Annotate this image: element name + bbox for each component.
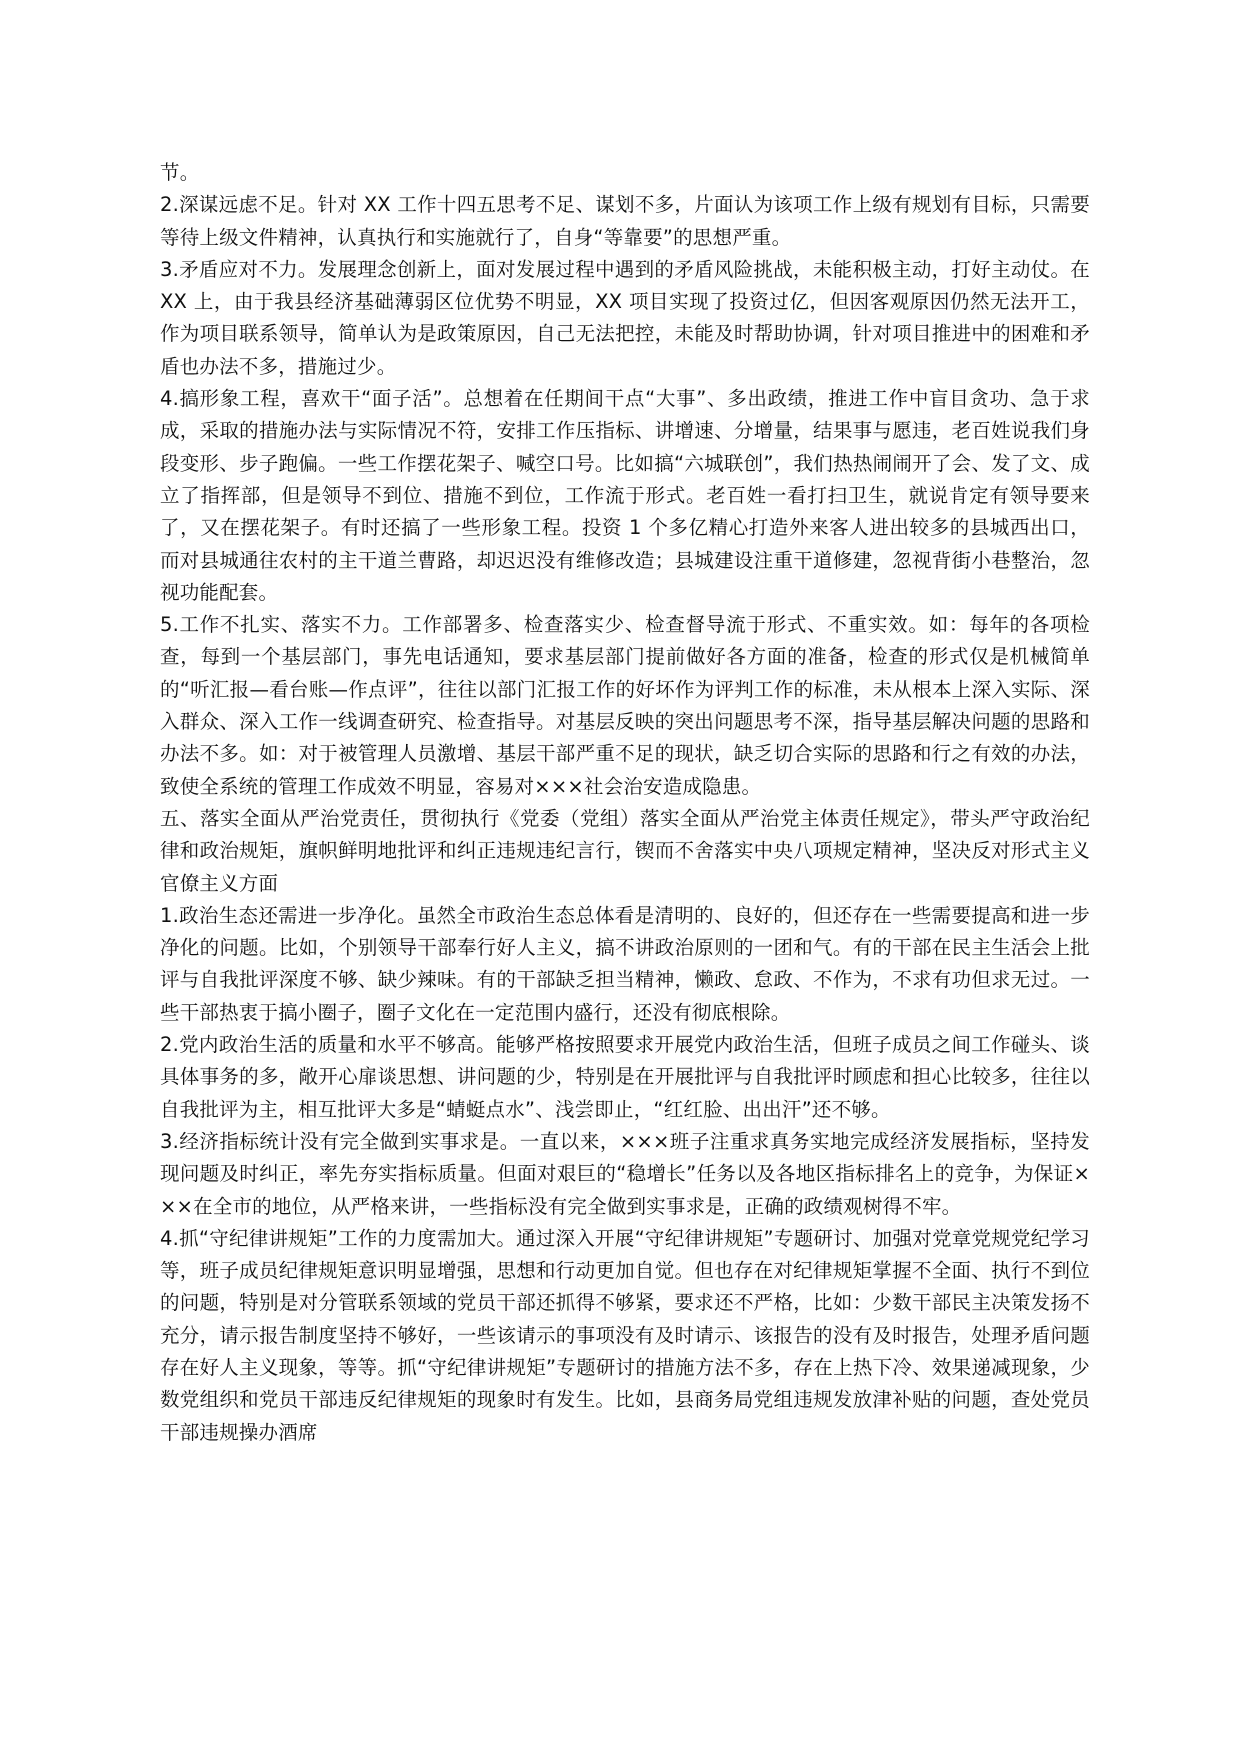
- paragraph-item-4-image-projects: 4.搞形象工程，喜欢干“面子活”。总想着在任期间干点“大事”、多出政绩，推进工作中盲目贪功、急于求成，采取的措施办法与实际情况不符，安排工作压指标、讲增速、分增量，结果事与愿违，老百姓说我们身段变形、步子跑偏。一些工作摆花架子、喊空口号。比如搞“六城联创”，我们热热闹闹开了会、发了文、成立了指挥部，但是领导不到位、措施不到位，工作流于形式。老百姓一看打扫卫生，就说肯定有领导要来了，又在摆花架子。有时还搞了一些形象工程。投资 1 个多亿精心打造外来客人进出较多的县城西出口，而对县城通往农村的主干道兰曹路，却迟迟没有维修改造；县城建设注重干道修建，忽视背街小巷整治，忽视功能配套。: [160, 387, 1090, 604]
- paragraph-item-3-statistics: 3.经济指标统计没有完全做到实事求是。一直以来，×××班子注重求真务实地完成经济发展指标，坚持发现问题及时纠正，率先夯实指标质量。但面对艰巨的“稳增长”任务以及各地区指标排名上的竞争，为保证×××在全市的地位，从严格来讲，一些指标没有完全做到实事求是，正确的政绩观树得不牢。: [160, 1129, 1090, 1218]
- paragraph-item-2-planning: 2.深谋远虑不足。针对 XX 工作十四五思考不足、谋划不多，片面认为该项工作上级有规划有目标，只需要等待上级文件精神，认真执行和实施就行了，自身“等靠要”的思想严重。: [160, 193, 1090, 249]
- paragraph-item-1-political-ecology: 1.政治生态还需进一步净化。虽然全市政治生态总体看是清明的、良好的，但还存在一些需要提高和进一步净化的问题。比如，个别领导干部奉行好人主义，搞不讲政治原则的一团和气。有的干部在民主生活会上批评与自我批评深度不够、缺少辣味。有的干部缺乏担当精神，懒政、怠政、不作为，不求有功但求无过。一些干部热衷于搞小圈子，圈子文化在一定范围内盛行，还没有彻底根除。: [160, 903, 1090, 1024]
- paragraph-item-3-contradictions: 3.矛盾应对不力。发展理念创新上，面对发展过程中遇到的矛盾风险挑战，未能积极主动，打好主动仗。在 XX 上，由于我县经济基础薄弱区位优势不明显，XX 项目实现了投资过亿，但因客观原因仍然无法开工，作为项目联系领导，简单认为是政策原因，自己无法把控，未能及时帮助协调，针对项目推进中的困难和矛盾也办法不多，措施过少。: [160, 257, 1090, 378]
- paragraph-item-2-party-life: 2.党内政治生活的质量和水平不够高。能够严格按照要求开展党内政治生活，但班子成员之间工作碰头、谈具体事务的多，敞开心扉谈思想、讲问题的少，特别是在开展批评与自我批评时顾虑和担心比较多，往往以自我批评为主，相互批评大多是“蜻蜓点水”、浅尝即止，“红红脸、出出汗”还不够。: [160, 1033, 1090, 1121]
- paragraph-item-5-implementation: 5.工作不扎实、落实不力。工作部署多、检查落实少、检查督导流于形式、不重实效。如：每年的各项检查，每到一个基层部门，事先电话通知，要求基层部门提前做好各方面的准备，检查的形式仅是机械简单的“听汇报—看台账—作点评”，往往以部门汇报工作的好坏作为评判工作的标准，未从根本上深入实际、深入群众、深入工作一线调查研究、检查指导。对基层反映的突出问题思考不深，指导基层解决问题的思路和办法不多。如：对于被管理人员激增、基层干部严重不足的现状，缺乏切合实际的思路和行之有效的办法，致使全系统的管理工作成效不明显，容易对×××社会治安造成隐患。: [160, 613, 1090, 798]
- document-page: [160, 157, 1090, 1449]
- section-heading-five: 五、落实全面从严治党责任，贯彻执行《党委（党组）落实全面从严治党主体责任规定》，带头严守政治纪律和政治规矩，旗帜鲜明地批评和纠正违规违纪言行，锲而不舍落实中央八项规定精神，坚决反对形式主义官僚主义方面: [160, 806, 1090, 895]
- paragraph-item-4-discipline: 4.抓“守纪律讲规矩”工作的力度需加大。通过深入开展“守纪律讲规矩”专题研讨、加强对党章党规党纪学习等，班子成员纪律规矩意识明显增强，思想和行动更加自觉。但也存在对纪律规矩掌握不全面、执行不到位的问题，特别是对分管联系领域的党员干部还抓得不够紧，要求还不严格，比如：少数干部民主决策发扬不充分，请示报告制度坚持不够好，一些该请示的事项没有及时请示、该报告的没有及时报告，处理矛盾问题存在好人主义现象，等等。抓“守纪律讲规矩”专题研讨的措施方法不多，存在上热下冷、效果递减现象，少数党组织和党员干部违反纪律规矩的现象时有发生。比如，县商务局党组违规发放津补贴的问题，查处党员干部违规操办酒席: [160, 1226, 1090, 1444]
- paragraph-continuation: 节。: [160, 161, 200, 184]
